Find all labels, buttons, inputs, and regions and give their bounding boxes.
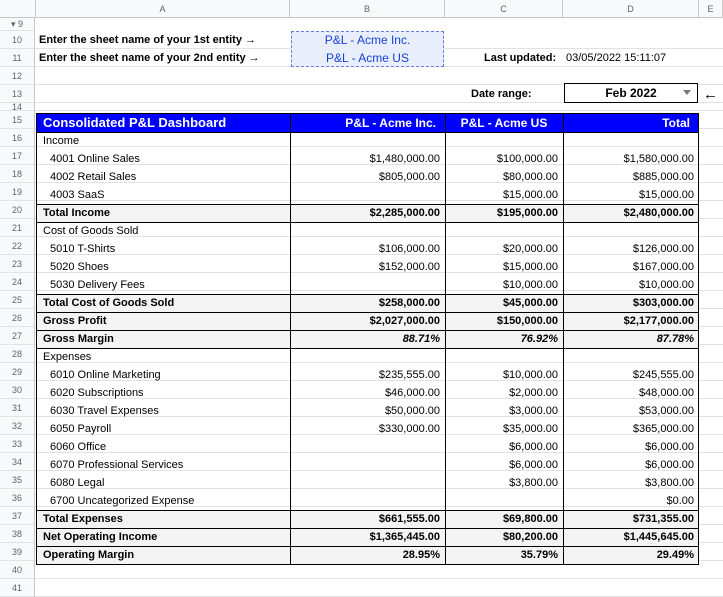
row-header-14[interactable]: 14 (0, 103, 35, 111)
value-cell-b[interactable]: $106,000.00 (378, 243, 440, 255)
row-header-29[interactable]: 29 (0, 363, 35, 381)
table-border (290, 113, 291, 564)
value-cell-c[interactable]: $45,000.00 (502, 297, 558, 309)
value-cell-c[interactable]: $10,000.00 (502, 369, 558, 381)
row-header-18[interactable]: 18 (0, 165, 35, 183)
value-cell-b[interactable]: $661,555.00 (378, 513, 440, 525)
row-header-27[interactable]: 27 (0, 327, 35, 345)
row-header-37[interactable]: 37 (0, 507, 35, 525)
value-cell-d[interactable]: $10,000.00 (638, 279, 694, 291)
table-border (36, 113, 699, 114)
date-range-value: Feb 2022 (605, 86, 657, 100)
entity2-prompt-label: Enter the sheet name of your 2nd entity → (39, 52, 260, 64)
row-label[interactable]: 6010 Online Marketing (50, 369, 161, 381)
header-col-d: Total (662, 115, 690, 130)
row-header-34[interactable]: 34 (0, 453, 35, 471)
row-header-32[interactable]: 32 (0, 417, 35, 435)
value-cell-d[interactable]: $731,355.00 (632, 513, 694, 525)
value-cell-b[interactable]: $235,555.00 (378, 369, 440, 381)
row-label[interactable]: Expenses (43, 351, 92, 363)
row-header-40[interactable]: 40 (0, 561, 35, 579)
value-cell-c[interactable]: $150,000.00 (496, 315, 558, 327)
value-cell-c[interactable]: $69,800.00 (502, 513, 558, 525)
value-cell-d[interactable]: $3,800.00 (645, 477, 694, 489)
table-border (36, 564, 699, 565)
row-label[interactable]: 6080 Legal (50, 477, 105, 489)
last-updated-label: Last updated: (484, 52, 557, 64)
value-cell-d[interactable]: $167,000.00 (632, 261, 694, 273)
row-header-9[interactable]: ▾ 9 (0, 18, 35, 31)
value-cell-b[interactable] (291, 474, 444, 492)
row-label[interactable]: 6020 Subscriptions (50, 387, 144, 399)
row-header-33[interactable]: 33 (0, 435, 35, 453)
row-header-25[interactable]: 25 (0, 291, 35, 309)
value-cell-b[interactable]: $50,000.00 (384, 405, 440, 417)
value-cell-b[interactable] (291, 186, 444, 204)
row-label[interactable]: Net Operating Income (43, 531, 158, 543)
row-label[interactable]: Cost of Goods Sold (43, 225, 139, 237)
header-col-b: P&L - Acme Inc. (345, 115, 436, 130)
value-cell-c[interactable]: $6,000.00 (509, 459, 558, 471)
value-cell-b[interactable]: 88.71% (402, 333, 440, 345)
row-label[interactable]: 4001 Online Sales (50, 153, 140, 165)
value-cell-d[interactable]: $365,000.00 (632, 423, 694, 435)
value-cell-b[interactable] (291, 438, 444, 456)
value-cell-b[interactable] (291, 348, 444, 366)
row-header-28[interactable]: 28 (0, 345, 35, 363)
value-cell-c[interactable]: $80,000.00 (502, 171, 558, 183)
row-label[interactable]: 4002 Retail Sales (50, 171, 137, 183)
table-border (36, 546, 699, 547)
value-cell-d[interactable]: $0.00 (666, 495, 694, 507)
value-cell-b[interactable]: $152,000.00 (378, 261, 440, 273)
value-cell-c[interactable]: $10,000.00 (502, 279, 558, 291)
table-border (36, 510, 699, 511)
value-cell-c[interactable] (446, 132, 562, 150)
value-cell-b[interactable]: $330,000.00 (378, 423, 440, 435)
value-cell-d[interactable]: $15,000.00 (638, 189, 694, 201)
row-header-23[interactable]: 23 (0, 255, 35, 273)
table-border (36, 222, 699, 223)
row-header-11[interactable]: 11 (0, 49, 35, 67)
value-cell-b[interactable]: $2,027,000.00 (369, 315, 440, 327)
value-cell-c[interactable] (446, 222, 562, 240)
column-header-e[interactable]: E (699, 0, 723, 18)
row-label[interactable]: Gross Profit (43, 315, 107, 327)
row-header-21[interactable]: 21 (0, 219, 35, 237)
corner-header[interactable] (0, 0, 36, 18)
row-header-30[interactable]: 30 (0, 381, 35, 399)
row-header-39[interactable]: 39 (0, 543, 35, 561)
value-cell-b[interactable] (291, 222, 444, 240)
table-border (36, 113, 37, 564)
value-cell-c[interactable]: $100,000.00 (496, 153, 558, 165)
value-cell-c[interactable]: 76.92% (520, 333, 558, 345)
column-header-b[interactable]: B (290, 0, 445, 18)
row-label[interactable]: Total Expenses (43, 513, 123, 525)
table-border (36, 528, 699, 529)
value-cell-b[interactable] (291, 492, 444, 510)
gridline (35, 578, 723, 579)
value-cell-d[interactable] (564, 132, 698, 150)
value-cell-b[interactable]: $46,000.00 (384, 387, 440, 399)
value-cell-d[interactable]: $2,177,000.00 (623, 315, 694, 327)
row-header-35[interactable]: 35 (0, 471, 35, 489)
value-cell-b[interactable]: $1,480,000.00 (369, 153, 440, 165)
value-cell-c[interactable]: $80,200.00 (502, 531, 558, 543)
row-header-41[interactable]: 41 (0, 579, 35, 597)
value-cell-d[interactable]: $1,445,645.00 (623, 531, 694, 543)
value-cell-d[interactable]: 29.49% (656, 549, 694, 561)
table-border (36, 294, 699, 295)
value-cell-d[interactable]: $2,480,000.00 (623, 207, 694, 219)
row-header-12[interactable]: 12 (0, 67, 35, 85)
header-col-c: P&L - Acme US (460, 115, 548, 130)
entity1-input[interactable]: P&L - Acme Inc. (324, 33, 411, 47)
chevron-down-icon (683, 90, 691, 95)
table-border (445, 113, 446, 564)
row-header-36[interactable]: 36 (0, 489, 35, 507)
row-label[interactable]: 6070 Professional Services (50, 459, 184, 471)
row-header-24[interactable]: 24 (0, 273, 35, 291)
column-header-c[interactable]: C (445, 0, 563, 18)
value-cell-c[interactable]: $20,000.00 (502, 243, 558, 255)
value-cell-c[interactable]: $3,800.00 (509, 477, 558, 489)
value-cell-b[interactable]: $258,000.00 (378, 297, 440, 309)
entity1-prompt-label: Enter the sheet name of your 1st entity → (39, 34, 256, 46)
row-label[interactable]: 6050 Payroll (50, 423, 112, 435)
value-cell-b[interactable] (291, 132, 444, 150)
value-cell-d[interactable]: $6,000.00 (645, 441, 694, 453)
row-header-16[interactable]: 16 (0, 129, 35, 147)
value-cell-d[interactable]: $48,000.00 (638, 387, 694, 399)
row-label[interactable]: Income (43, 135, 80, 147)
column-header-d[interactable]: D (563, 0, 699, 18)
table-border (563, 113, 564, 564)
value-cell-b[interactable]: $1,365,445.00 (369, 531, 440, 543)
table-border (698, 113, 699, 564)
row-label[interactable]: Total Income (43, 207, 111, 219)
value-cell-d[interactable]: $53,000.00 (638, 405, 694, 417)
value-cell-c[interactable]: 35.79% (520, 549, 558, 561)
value-cell-d[interactable] (564, 348, 698, 366)
row-label[interactable]: Total Cost of Goods Sold (43, 297, 175, 309)
value-cell-d[interactable]: $126,000.00 (632, 243, 694, 255)
value-cell-d[interactable]: $303,000.00 (632, 297, 694, 309)
arrow-left-icon: ← (703, 85, 718, 103)
value-cell-b[interactable] (291, 456, 444, 474)
date-range-dropdown[interactable] (564, 83, 698, 103)
row-header-19[interactable]: 19 (0, 183, 35, 201)
row-label[interactable]: 5020 Shoes (50, 261, 109, 273)
row-label[interactable]: 6060 Office (50, 441, 107, 453)
row-header-15[interactable]: 15 (0, 111, 35, 129)
value-cell-c[interactable]: $35,000.00 (502, 423, 558, 435)
value-cell-c[interactable] (446, 492, 562, 510)
row-label[interactable]: Gross Margin (43, 333, 114, 345)
value-cell-c[interactable]: $195,000.00 (496, 207, 558, 219)
value-cell-c[interactable]: $15,000.00 (502, 261, 558, 273)
table-border (36, 132, 699, 133)
value-cell-c[interactable]: $6,000.00 (509, 441, 558, 453)
row-header-10[interactable]: 10 (0, 31, 35, 49)
value-cell-d[interactable]: $6,000.00 (645, 459, 694, 471)
row-label[interactable]: 5030 Delivery Fees (50, 279, 145, 291)
value-cell-c[interactable]: $3,000.00 (509, 405, 558, 417)
table-border (36, 348, 699, 349)
row-label[interactable]: 6030 Travel Expenses (50, 405, 159, 417)
value-cell-d[interactable]: 87.78% (656, 333, 694, 345)
row-header-13[interactable]: 13 (0, 85, 35, 103)
column-header-a[interactable]: A (36, 0, 290, 18)
value-cell-b[interactable]: 28.95% (402, 549, 440, 561)
value-cell-d[interactable]: $885,000.00 (632, 171, 694, 183)
value-cell-b[interactable] (291, 276, 444, 294)
entity2-input[interactable]: P&L - Acme US (326, 51, 409, 65)
row-label[interactable]: 5010 T-Shirts (50, 243, 116, 255)
row-header-17[interactable]: 17 (0, 147, 35, 165)
value-cell-c[interactable]: $15,000.00 (502, 189, 558, 201)
value-cell-c[interactable]: $2,000.00 (509, 387, 558, 399)
table-border (36, 204, 699, 205)
gridline (35, 110, 723, 111)
row-header-26[interactable]: 26 (0, 309, 35, 327)
row-header-31[interactable]: 31 (0, 399, 35, 417)
row-label[interactable]: 4003 SaaS (50, 189, 105, 201)
value-cell-b[interactable]: $2,285,000.00 (369, 207, 440, 219)
date-range-label: Date range: (471, 88, 532, 100)
row-label[interactable]: 6700 Uncategorized Expense (50, 495, 195, 507)
value-cell-b[interactable]: $805,000.00 (378, 171, 440, 183)
value-cell-d[interactable]: $1,580,000.00 (623, 153, 694, 165)
last-updated-value: 03/05/2022 15:11:07 (566, 52, 667, 64)
dashboard-title: Consolidated P&L Dashboard (43, 115, 227, 130)
row-header-22[interactable]: 22 (0, 237, 35, 255)
row-header-38[interactable]: 38 (0, 525, 35, 543)
row-header-20[interactable]: 20 (0, 201, 35, 219)
value-cell-d[interactable]: $245,555.00 (632, 369, 694, 381)
table-border (36, 330, 699, 331)
value-cell-c[interactable] (446, 348, 562, 366)
value-cell-d[interactable] (564, 222, 698, 240)
row-label[interactable]: Operating Margin (43, 549, 135, 561)
table-border (36, 312, 699, 313)
